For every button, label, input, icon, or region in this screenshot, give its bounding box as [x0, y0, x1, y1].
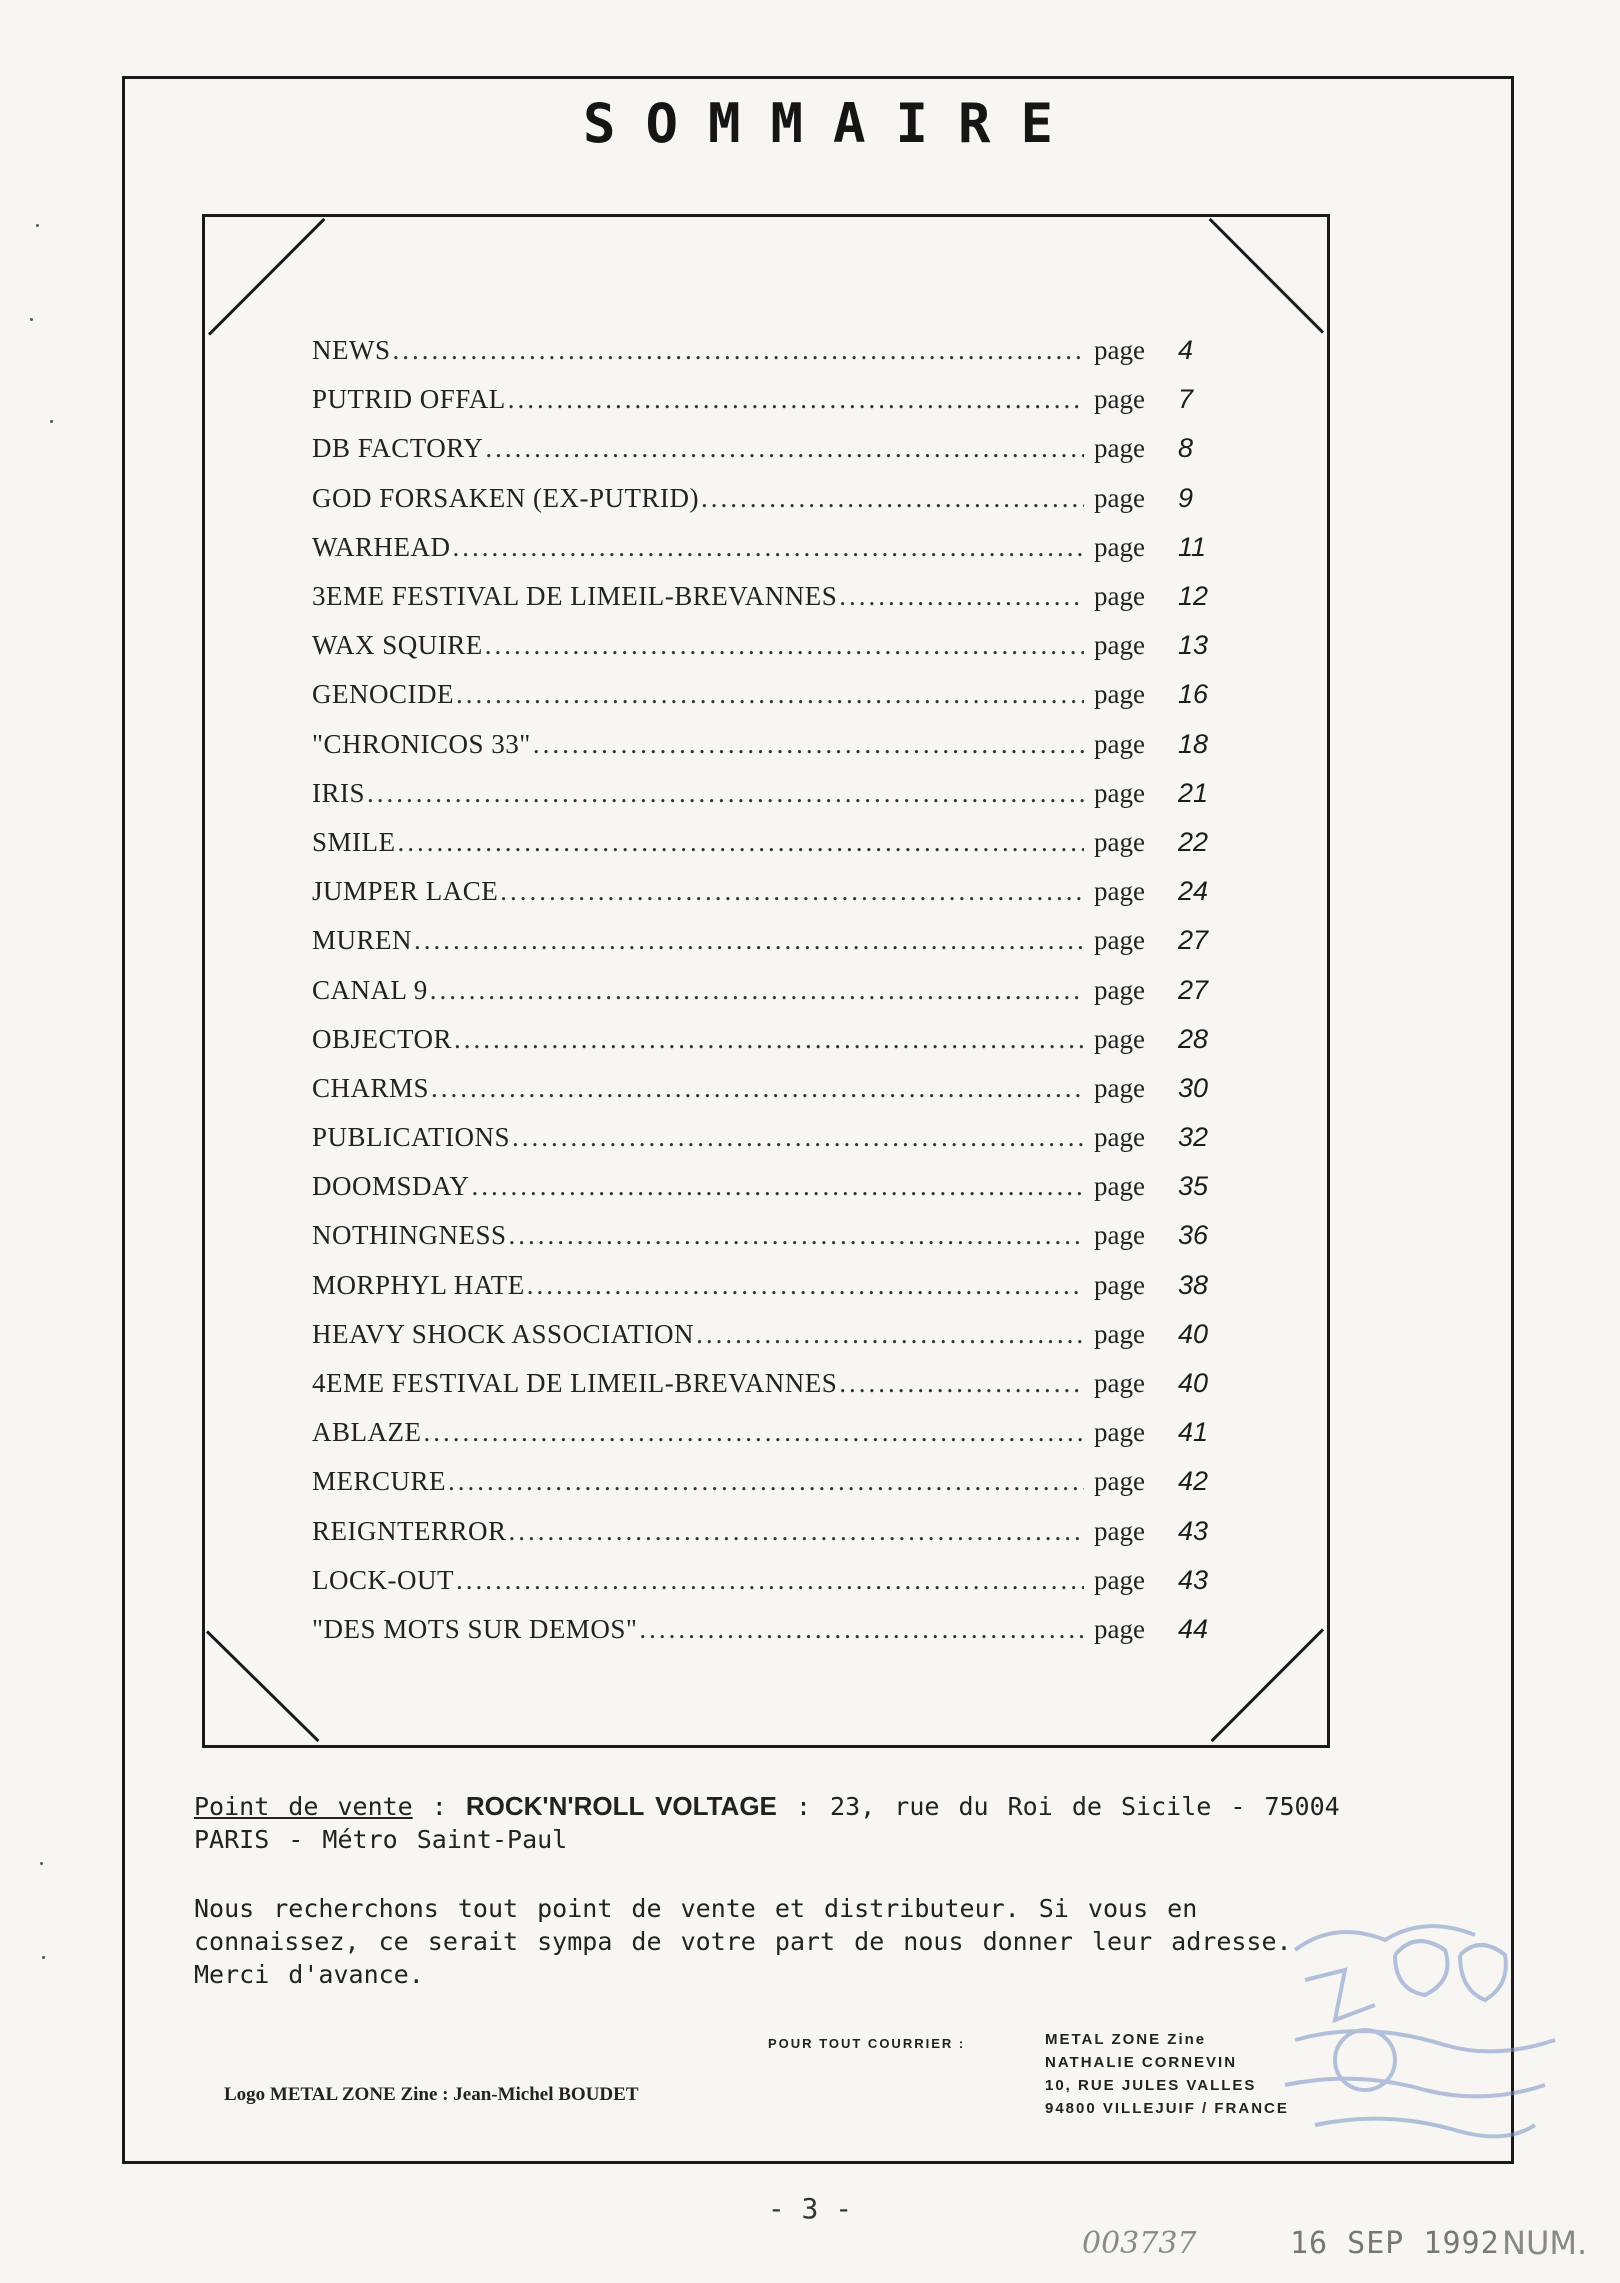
toc-entry-title: MORPHYL HATE: [312, 1269, 525, 1300]
toc-entry-title: SMILE: [312, 826, 396, 857]
toc-row: [312, 1211, 1222, 1260]
toc-page-number: 30: [1178, 1072, 1209, 1103]
shop-name: ROCK'N'ROLL VOLTAGE: [465, 1791, 777, 1821]
logo-credit: Logo METAL ZONE Zine : Jean-Michel BOUDET: [224, 2084, 639, 2105]
dot-leader: [639, 1614, 1084, 1645]
toc-entry-title: MERCURE: [312, 1466, 447, 1497]
toc-entry-title: WAX SQUIRE: [312, 630, 483, 661]
toc-page-label: page: [1094, 531, 1145, 562]
shop-address: : 23, rue du Roi de Sicile - 75004 PARIS - Métro Saint-Paul: [194, 1792, 1340, 1854]
corner-top-right: [1210, 219, 1323, 333]
toc-entry-title: REIGNTERROR: [312, 1515, 507, 1546]
toc-page-label: page: [1094, 1417, 1145, 1448]
toc-page-label: page: [1094, 777, 1145, 808]
toc-row: [312, 326, 1222, 375]
dot-leader: [701, 483, 1084, 514]
address-line: METAL ZONE Zine: [1045, 2031, 1207, 2048]
toc-entry-title: 3EME FESTIVAL DE LIMEIL-BREVANNES: [312, 581, 838, 612]
point-of-sale-label: Point de vente: [194, 1792, 413, 1821]
toc-row: [312, 1507, 1222, 1556]
toc-row: [312, 818, 1222, 867]
toc-page-number: 38: [1178, 1269, 1209, 1300]
toc-row: [312, 621, 1222, 670]
paper-speck: [42, 1956, 45, 1959]
dot-leader: [472, 1171, 1084, 1202]
toc-page-label: page: [1094, 1269, 1145, 1300]
distributor-request: Nous recherchons tout point de vente et distributeur. Si vous en connaissez, ce serait sympa de votre part de nous donner leur adresse. Merci d'avance.: [194, 1894, 1292, 1989]
toc-row: [312, 670, 1222, 719]
toc-row: [312, 424, 1222, 473]
address-line: 10, RUE JULES VALLES: [1045, 2077, 1257, 2094]
toc-page-number: 12: [1178, 581, 1209, 612]
corner-bottom-right: [1212, 1629, 1323, 1741]
toc-row: [312, 867, 1222, 916]
toc-page-number: 7: [1178, 384, 1194, 415]
dot-leader: [431, 1073, 1084, 1104]
dot-leader: [533, 729, 1084, 760]
toc-page-label: page: [1094, 1466, 1145, 1497]
paper-speck: [40, 1862, 43, 1865]
toc-page-number: 42: [1178, 1466, 1209, 1497]
toc-entry-title: OBJECTOR: [312, 1023, 453, 1054]
toc-entry-title: GENOCIDE: [312, 679, 454, 710]
page-number: - 3 -: [767, 2192, 853, 2225]
toc-row: [312, 965, 1222, 1014]
toc-entry-title: CHARMS: [312, 1072, 430, 1103]
dot-leader: [456, 1565, 1084, 1596]
toc-page-label: page: [1094, 679, 1145, 710]
toc-entry-title: MUREN: [312, 925, 413, 956]
toc-row: [312, 916, 1222, 965]
toc-page-label: page: [1094, 1171, 1145, 1202]
dot-leader: [485, 630, 1084, 661]
toc-entry-title: NEWS: [312, 335, 391, 366]
toc-page-number: 18: [1178, 728, 1209, 759]
toc-entry-title: JUMPER LACE: [312, 876, 499, 907]
address-line: NATHALIE CORNEVIN: [1045, 2054, 1238, 2071]
toc-page-label: page: [1094, 1220, 1145, 1251]
toc-row: [312, 375, 1222, 424]
toc-row: [312, 1457, 1222, 1506]
num-mark: NUM.: [1502, 2224, 1588, 2262]
toc-page-label: page: [1094, 1318, 1145, 1349]
point-of-sale: [194, 1790, 1344, 1856]
toc-page-label: page: [1094, 728, 1145, 759]
toc-row: [312, 1162, 1222, 1211]
library-stamp: [1275, 1910, 1575, 2180]
dot-leader: [393, 335, 1085, 366]
dot-leader: [453, 532, 1085, 563]
toc-row: [312, 1015, 1222, 1064]
toc-row: [312, 523, 1222, 572]
toc-entry-title: "CHRONICOS 33": [312, 728, 531, 759]
toc-page-number: 35: [1178, 1171, 1209, 1202]
toc-page-label: page: [1094, 482, 1145, 513]
toc-page-label: page: [1094, 876, 1145, 907]
address-line: 94800 VILLEJUIF / FRANCE: [1045, 2100, 1289, 2117]
toc-entry-title: ABLAZE: [312, 1417, 422, 1448]
paper-speck: [50, 420, 53, 423]
toc-page-number: 16: [1178, 679, 1209, 710]
toc-page-label: page: [1094, 1564, 1145, 1595]
toc-row: [312, 1064, 1222, 1113]
toc-page-label: page: [1094, 384, 1145, 415]
toc-page-number: 4: [1178, 335, 1194, 366]
toc-page-number: 22: [1178, 826, 1209, 857]
toc-page-label: page: [1094, 335, 1145, 366]
toc-entry-title: WARHEAD: [312, 531, 451, 562]
dot-leader: [696, 1319, 1084, 1350]
toc-page-number: 28: [1178, 1023, 1209, 1054]
toc-page-number: 40: [1178, 1318, 1209, 1349]
dot-leader: [414, 925, 1084, 956]
toc-page-number: 43: [1178, 1515, 1209, 1546]
toc-page-number: 9: [1178, 482, 1194, 513]
toc-row: [312, 572, 1222, 621]
point-of-sale-separator: :: [412, 1792, 466, 1821]
toc-entry-title: IRIS: [312, 777, 366, 808]
toc-page-label: page: [1094, 1368, 1145, 1399]
table-of-contents: [312, 326, 1222, 1654]
mailing-address: [1045, 2028, 1289, 2120]
toc-page-number: 43: [1178, 1564, 1209, 1595]
toc-page-label: page: [1094, 974, 1145, 1005]
toc-entry-title: PUBLICATIONS: [312, 1122, 511, 1153]
toc-page-label: page: [1094, 1515, 1145, 1546]
toc-row: [312, 720, 1222, 769]
toc-page-number: 27: [1178, 925, 1209, 956]
toc-page-number: 11: [1178, 531, 1207, 562]
toc-page-label: page: [1094, 1613, 1145, 1644]
toc-entry-title: GOD FORSAKEN (EX-PUTRID): [312, 482, 699, 513]
dot-leader: [398, 827, 1085, 858]
dot-leader: [839, 581, 1084, 612]
toc-entry-title: PUTRID OFFAL: [312, 384, 506, 415]
dot-leader: [508, 384, 1084, 415]
toc-row: [312, 474, 1222, 523]
toc-entry-title: DB FACTORY: [312, 433, 484, 464]
dot-leader: [485, 433, 1084, 464]
toc-entry-title: LOCK-OUT: [312, 1564, 454, 1595]
toc-entry-title: HEAVY SHOCK ASSOCIATION: [312, 1318, 695, 1349]
toc-row: [312, 1359, 1222, 1408]
corner-top-left: [209, 219, 324, 335]
toc-page-number: 8: [1178, 433, 1194, 464]
page-title: SOMMAIRE: [582, 92, 1084, 155]
mail-prefix: POUR TOUT COURRIER :: [768, 2036, 966, 2051]
toc-page-number: 40: [1178, 1368, 1209, 1399]
dot-leader: [527, 1270, 1084, 1301]
dot-leader: [509, 1220, 1085, 1251]
toc-row: [312, 1408, 1222, 1457]
dot-leader: [448, 1466, 1084, 1497]
toc-page-number: 32: [1178, 1122, 1209, 1153]
toc-page-label: page: [1094, 925, 1145, 956]
toc-entry-title: NOTHINGNESS: [312, 1220, 507, 1251]
toc-page-number: 44: [1178, 1613, 1209, 1644]
dot-leader: [367, 778, 1084, 809]
toc-row: [312, 1261, 1222, 1310]
paper-speck: [30, 318, 33, 321]
toc-entry-title: CANAL 9: [312, 974, 428, 1005]
toc-page-number: 24: [1178, 876, 1209, 907]
corner-bottom-left: [207, 1631, 318, 1741]
toc-row: [312, 1605, 1222, 1654]
toc-entry-title: DOOMSDAY: [312, 1171, 470, 1202]
toc-page-label: page: [1094, 1023, 1145, 1054]
toc-page-label: page: [1094, 630, 1145, 661]
toc-row: [312, 1556, 1222, 1605]
paper-speck: [36, 224, 39, 227]
toc-entry-title: 4EME FESTIVAL DE LIMEIL-BREVANNES: [312, 1368, 838, 1399]
toc-page-label: page: [1094, 433, 1145, 464]
toc-row: [312, 769, 1222, 818]
toc-page-label: page: [1094, 1122, 1145, 1153]
toc-page-number: 21: [1178, 777, 1209, 808]
toc-page-number: 36: [1178, 1220, 1209, 1251]
toc-entry-title: "DES MOTS SUR DEMOS": [312, 1613, 638, 1644]
toc-row: [312, 1113, 1222, 1162]
archive-number: 003737: [1082, 2226, 1197, 2261]
dot-leader: [500, 876, 1084, 907]
toc-page-number: 27: [1178, 974, 1209, 1005]
dot-leader: [839, 1368, 1084, 1399]
dot-leader: [456, 679, 1084, 710]
dot-leader: [423, 1417, 1084, 1448]
dot-leader: [509, 1516, 1085, 1547]
toc-page-label: page: [1094, 581, 1145, 612]
dot-leader: [454, 1024, 1084, 1055]
date-stamp: 16 SEP 1992: [1290, 2226, 1500, 2261]
toc-page-number: 41: [1178, 1417, 1209, 1448]
toc-page-number: 13: [1178, 630, 1209, 661]
dot-leader: [430, 975, 1084, 1006]
toc-row: [312, 1310, 1222, 1359]
dot-leader: [512, 1122, 1084, 1153]
toc-page-label: page: [1094, 826, 1145, 857]
toc-page-label: page: [1094, 1072, 1145, 1103]
